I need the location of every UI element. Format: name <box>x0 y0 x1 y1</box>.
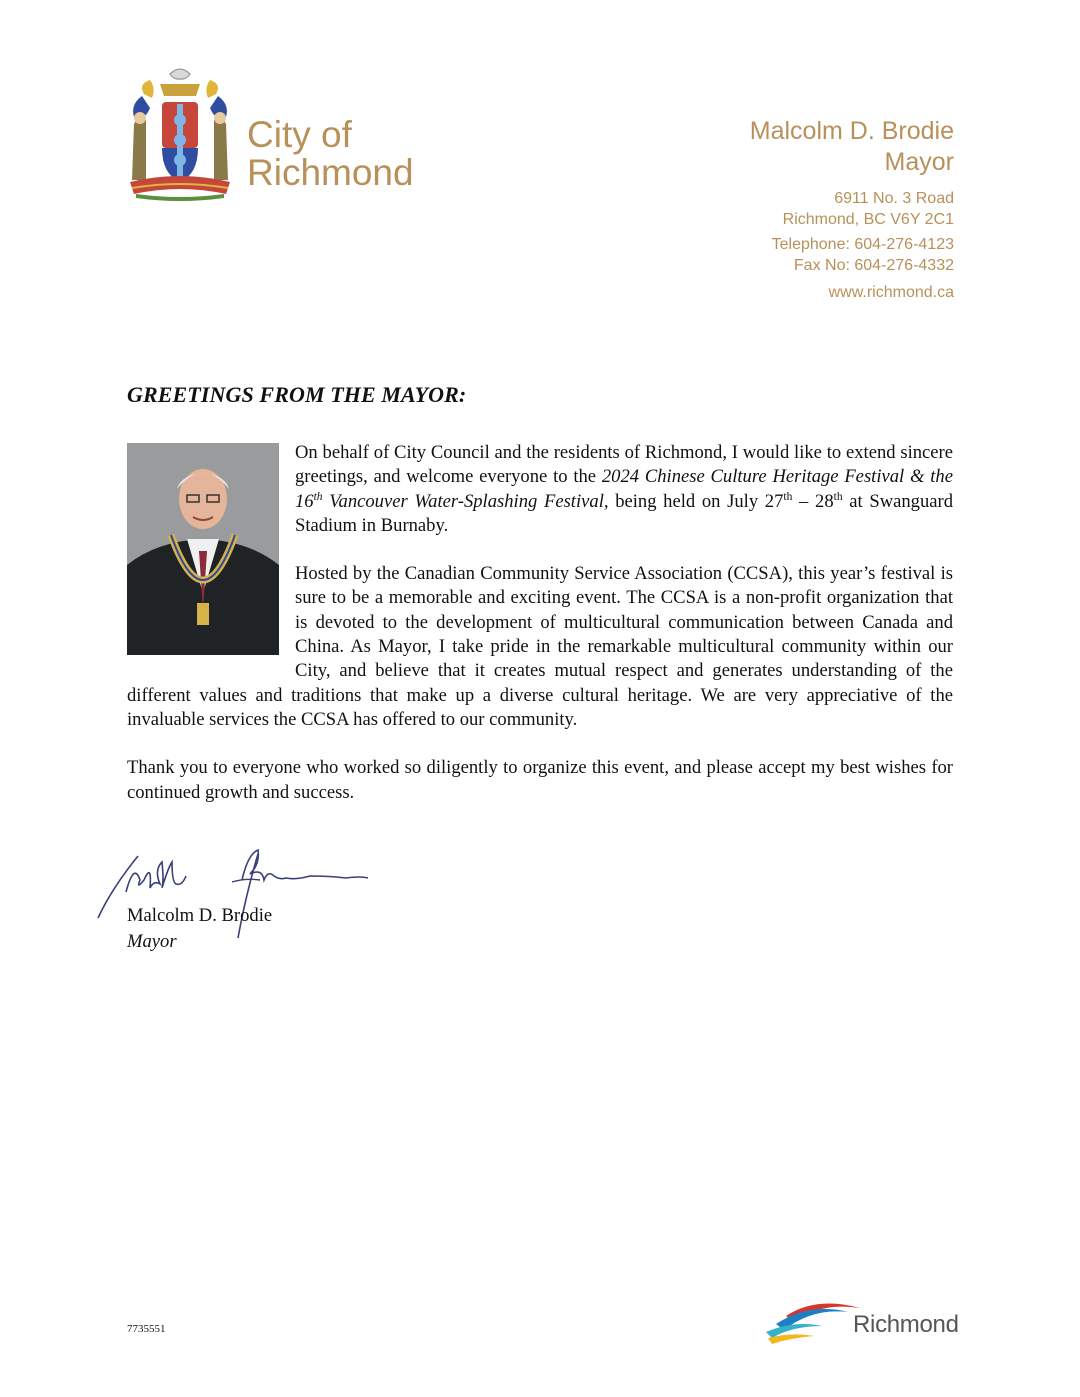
paragraph-2: Hosted by the Canadian Community Service Association (CCSA), this year’s festival is sure to be a memorable and exciting event. The CCSA is a non-profit organization that is devoted to the development of multicultural communication between Canada and China. As Mayor, I take pride in the remarkable multicultural community within our City, and believe that it creates mutual respect and generates understanding of the different values and traditions that make up a diverse cultural heritage. We are very appreciative of the invaluable services the CCSA has offered to our community. <box>127 563 953 730</box>
mayor-title: Mayor <box>884 148 954 176</box>
telephone: Telephone: 604-276-4123 <box>771 236 954 253</box>
city-brand-name <box>247 116 414 192</box>
mayor-contact-block <box>750 116 954 303</box>
richmond-wave-logo-icon <box>764 1296 860 1344</box>
p1-text-b: 2024 Chinese Culture Heritage Festival & the 16 <box>295 466 953 512</box>
city-crest-icon <box>122 64 238 204</box>
p1-text-a: On behalf of City Council and the residents of Richmond, I would like to extend sincere greetings, and welcome everyone to the <box>295 442 953 488</box>
portrait-spacer <box>127 441 295 663</box>
website-link[interactable]: www.richmond.ca <box>828 284 954 301</box>
address-line-1: 6911 No. 3 Road <box>834 190 954 207</box>
p1-text-d: being held on July 27 <box>608 490 784 512</box>
p1-text-e: – 28 <box>792 490 834 512</box>
fax: Fax No: 604-276-4332 <box>793 257 954 274</box>
p1-sup-1: th <box>313 490 323 503</box>
brand-line-1: City of <box>247 114 352 155</box>
p1-text-c: Vancouver Water-Splashing Festival, <box>322 490 609 512</box>
document-number: 7735551 <box>127 1323 166 1335</box>
signer-title: Mayor <box>127 931 177 952</box>
p1-sup-2: th <box>783 490 793 503</box>
signer-name: Malcolm D. Brodie <box>127 905 273 926</box>
p1-text-f: at Swanguard Stadium in Burnaby. <box>295 490 954 536</box>
address-line-2: Richmond, BC V6Y 2C1 <box>782 211 954 228</box>
page-title: GREETINGS FROM THE MAYOR: <box>127 382 467 407</box>
p1-sup-3: th <box>833 490 843 503</box>
paragraph-3: Thank you to everyone who worked so diligently to organize this event, and please accept my best wishes for continued growth and success. <box>127 757 953 803</box>
letter-body <box>127 441 953 829</box>
brand-line-2: Richmond <box>247 152 414 193</box>
footer-brand: Richmond <box>853 1311 959 1338</box>
mayor-name: Malcolm D. Brodie <box>749 117 954 145</box>
